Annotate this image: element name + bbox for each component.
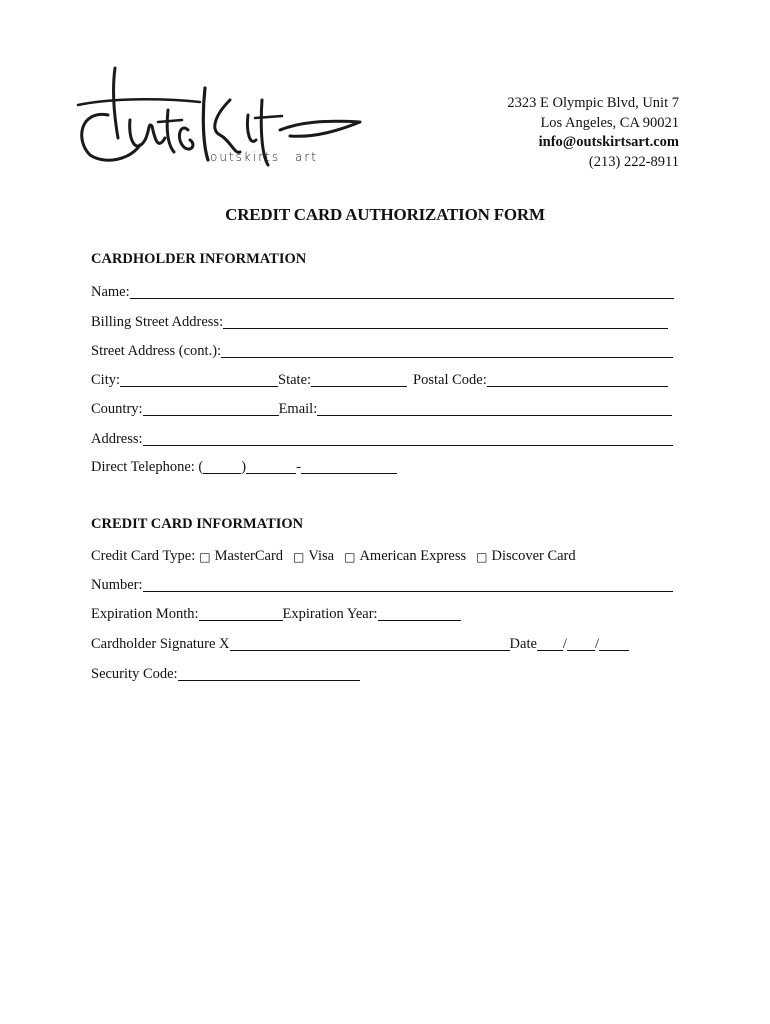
phone-label: Direct Telephone: ( bbox=[91, 459, 204, 475]
city-row bbox=[91, 369, 668, 389]
date-sep-2: / bbox=[594, 636, 599, 652]
expiration-row bbox=[91, 603, 461, 623]
discover-label: Discover Card bbox=[491, 548, 576, 564]
country-field[interactable] bbox=[143, 401, 279, 416]
street-cont-row bbox=[91, 340, 673, 360]
cardholder-heading: CARDHOLDER INFORMATION bbox=[91, 251, 307, 267]
date-sep-1: / bbox=[562, 636, 567, 652]
name-field[interactable] bbox=[130, 284, 674, 299]
visa-checkbox[interactable]: □ bbox=[293, 550, 305, 564]
phone-line-field[interactable] bbox=[301, 459, 397, 474]
address-field[interactable] bbox=[143, 431, 673, 446]
discover-checkbox[interactable]: □ bbox=[476, 550, 488, 564]
option-amex[interactable] bbox=[344, 548, 466, 565]
card-type-row bbox=[91, 545, 586, 565]
date-month-field[interactable] bbox=[537, 636, 563, 651]
billing-row bbox=[91, 311, 668, 331]
signature-field[interactable] bbox=[230, 636, 510, 651]
billing-label: Billing Street Address: bbox=[91, 314, 224, 330]
mastercard-checkbox[interactable]: □ bbox=[199, 550, 211, 564]
outskirts-logo bbox=[70, 60, 370, 180]
exp-year-field[interactable] bbox=[378, 606, 461, 621]
country-row bbox=[91, 398, 672, 418]
security-label: Security Code: bbox=[91, 666, 178, 682]
option-discover[interactable] bbox=[476, 548, 576, 565]
security-row bbox=[91, 663, 360, 683]
phone-row bbox=[91, 456, 397, 476]
date-label: Date bbox=[509, 636, 537, 652]
address-block bbox=[507, 94, 679, 172]
address-email[interactable]: info@outskirtsart.com bbox=[538, 134, 679, 150]
date-year-field[interactable] bbox=[599, 636, 629, 651]
city-field[interactable] bbox=[120, 372, 278, 387]
street-cont-field[interactable] bbox=[221, 343, 673, 358]
email-label: Email: bbox=[278, 401, 318, 417]
signature-label: Cardholder Signature X bbox=[91, 636, 230, 652]
option-mastercard[interactable] bbox=[199, 548, 283, 565]
state-label: State: bbox=[278, 372, 312, 388]
postal-label: Postal Code: bbox=[413, 372, 487, 388]
phone-paren: ) bbox=[241, 459, 247, 475]
address-phone: (213) 222-8911 bbox=[588, 153, 679, 170]
phone-prefix-field[interactable] bbox=[246, 459, 296, 474]
number-label: Number: bbox=[91, 577, 143, 593]
date-day-field[interactable] bbox=[567, 636, 595, 651]
phone-area-field[interactable] bbox=[203, 459, 241, 474]
exp-month-field[interactable] bbox=[199, 606, 283, 621]
country-label: Country: bbox=[91, 401, 143, 417]
name-row bbox=[91, 281, 674, 301]
form-title: CREDIT CARD AUTHORIZATION FORM bbox=[225, 205, 545, 224]
name-label: Name: bbox=[91, 284, 130, 300]
card-heading: CREDIT CARD INFORMATION bbox=[91, 516, 304, 532]
visa-label: Visa bbox=[308, 548, 335, 564]
logo-sub-left: outskirts bbox=[210, 150, 281, 164]
number-row bbox=[91, 574, 673, 594]
phone-dash: - bbox=[296, 459, 301, 475]
billing-field[interactable] bbox=[223, 314, 668, 329]
amex-checkbox[interactable]: □ bbox=[344, 550, 356, 564]
postal-field[interactable] bbox=[487, 372, 668, 387]
email-field[interactable] bbox=[317, 401, 672, 416]
security-field[interactable] bbox=[178, 666, 360, 681]
address-line1: 2323 E Olympic Blvd, Unit 7 bbox=[507, 95, 679, 111]
exp-month-label: Expiration Month: bbox=[91, 606, 199, 622]
logo-sub-right: art bbox=[295, 150, 318, 164]
street-cont-label: Street Address (cont.): bbox=[91, 343, 222, 359]
card-type-label: Credit Card Type: bbox=[91, 548, 196, 564]
address-label: Address: bbox=[91, 431, 143, 447]
address-row bbox=[91, 428, 673, 448]
mastercard-label: MasterCard bbox=[214, 548, 284, 564]
city-label: City: bbox=[91, 372, 121, 388]
address-line2: Los Angeles, CA 90021 bbox=[540, 114, 679, 131]
option-visa[interactable] bbox=[293, 548, 334, 565]
state-field[interactable] bbox=[311, 372, 407, 387]
number-field[interactable] bbox=[143, 577, 673, 592]
signature-row bbox=[91, 633, 629, 653]
exp-year-label: Expiration Year: bbox=[282, 606, 378, 622]
amex-label: American Express bbox=[359, 548, 467, 564]
